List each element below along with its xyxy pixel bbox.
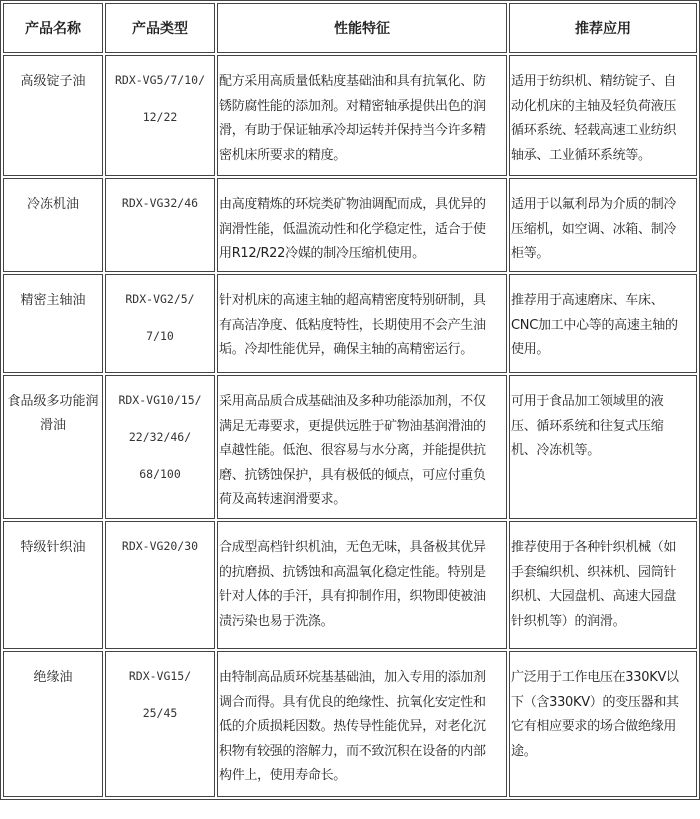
- text-line: 精密主轴油: [20, 293, 86, 308]
- text-line: 使用。: [511, 342, 550, 357]
- text-line: 压缩机，如空调、冰箱、制冷: [511, 221, 677, 237]
- text-line: 织机、大园盘机、高速大园盘: [511, 589, 677, 604]
- text-line: 高级锭子油: [20, 74, 86, 89]
- text-line: 柜等。: [511, 246, 550, 261]
- text-line: 7/10: [146, 329, 174, 343]
- text-line: 荷及高转速润滑要求。: [219, 492, 347, 507]
- text-line: 途。: [511, 743, 537, 759]
- table-row: [3, 55, 697, 176]
- text-line: 用R12/R22冷媒的制冷压缩机使用。: [219, 246, 425, 261]
- text-line: 推荐使用于各种针织机械（如: [511, 540, 677, 555]
- text-line: 卓越性能。低泡、很容易与水分离，并能提供抗: [219, 443, 486, 458]
- text-line: 滑，有助于保证轴承冷却运转并保持当今许多精: [219, 123, 486, 138]
- text-line: 密机床所要求的精度。: [219, 147, 347, 163]
- text-line: 压、循环系统和往复式压缩: [511, 418, 664, 434]
- product-type-cell: [105, 274, 215, 373]
- text-line: RDX-VG10/15/: [118, 393, 202, 407]
- text-line: 它有相应要求的场合做绝缘用: [511, 719, 677, 734]
- text-line: RDX-VG15/: [128, 669, 192, 683]
- text-line: 特级针织油: [20, 540, 86, 555]
- text-line: 采用高品质合成基础油及多种功能添加剂，不仅: [219, 394, 486, 409]
- header-product-name: 产品名称: [3, 3, 103, 53]
- features-cell: [217, 521, 507, 649]
- application-cell: [509, 521, 697, 649]
- text-line: 调合而得。具有优良的绝缘性、抗氧化安定性和: [219, 694, 486, 710]
- product-name-cell: [3, 651, 103, 797]
- application-cell: [509, 651, 697, 797]
- text-line: 动化机床的主轴及轻负荷液压: [511, 98, 677, 114]
- table-row: [3, 521, 697, 649]
- text-line: 满足无毒要求，更提供远胜于矿物油基润滑油的: [219, 418, 486, 434]
- header-product-type: 产品类型: [105, 3, 215, 53]
- product-name-cell: [3, 274, 103, 373]
- text-line: 低的介质损耗因数。热传导性能优异，对老化沉: [219, 719, 486, 734]
- header-application: 推荐应用: [509, 3, 697, 53]
- features-cell: [217, 55, 507, 176]
- text-line: 垢。冷却性能优异，确保主轴的高精密运行。: [219, 342, 474, 357]
- features-cell: [217, 178, 507, 272]
- product-name-cell: [3, 178, 103, 272]
- product-name-cell: [3, 375, 103, 519]
- text-line: 锈防腐性能的添加剂。对精密轴承提供出色的润: [219, 98, 486, 114]
- text-line: 由特制高品质环烷基基础油，加入专用的添加剂: [219, 670, 486, 685]
- product-name-cell: [3, 521, 103, 649]
- product-name-cell: [3, 55, 103, 176]
- text-line: 广泛用于工作电压在330KV以: [511, 670, 679, 685]
- text-line: 轴承、工业循环系统等。: [511, 147, 651, 163]
- text-line: 下（含330KV）的变压器和其: [511, 694, 679, 710]
- text-line: RDX-VG32/46: [121, 196, 199, 210]
- text-line: 配方采用高质量低粘度基础油和具有抗氧化、防: [219, 74, 486, 89]
- text-line: 积物有较强的溶解力，而不致沉积在设备的内部: [219, 743, 486, 759]
- header-features: 性能特征: [217, 3, 507, 53]
- text-line: RDX-VG2/5/: [125, 292, 195, 306]
- text-line: 手套编织机、织袜机、园筒针: [511, 564, 677, 580]
- text-line: 循环系统、轻载高速工业纺织: [511, 123, 677, 138]
- application-cell: [509, 55, 697, 176]
- application-cell: [509, 178, 697, 272]
- features-cell: [217, 375, 507, 519]
- application-cell: [509, 274, 697, 373]
- table-row: [3, 274, 697, 373]
- text-line: 推荐用于高速磨床、车床、: [511, 293, 664, 308]
- application-cell: [509, 375, 697, 519]
- text-line: 针对人体的手汗，具有抑制作用，织物即使被油: [219, 589, 486, 604]
- features-cell: [217, 274, 507, 373]
- text-line: 有高洁净度、低粘度特性，长期使用不会产生油: [219, 317, 486, 333]
- text-line: 绝缘油: [33, 670, 73, 685]
- table-row: [3, 178, 697, 272]
- product-type-cell: [105, 178, 215, 272]
- text-line: 针织机等）的润滑。: [511, 613, 626, 629]
- text-line: 22/32/46/: [128, 430, 192, 444]
- text-line: 食品级多功能润: [7, 394, 99, 409]
- text-line: 构件上，使用寿命长。: [219, 768, 347, 783]
- text-line: 针对机床的高速主轴的超高精密度特别研制，具: [219, 293, 486, 308]
- text-line: 渍污染也易于洗涤。: [219, 613, 334, 629]
- text-line: 机、冷冻机等。: [511, 443, 600, 458]
- product-type-cell: [105, 521, 215, 649]
- text-line: RDX-VG20/30: [121, 539, 199, 553]
- text-line: 适用于以氟利昂为介质的制冷: [511, 197, 677, 212]
- text-line: 滑油: [39, 418, 66, 433]
- header-row: [3, 3, 697, 53]
- text-line: 合成型高档针织机油，无色无味，具备极其优异: [219, 540, 486, 555]
- text-line: 磨、抗锈蚀保护，具有极低的倾点，可应付重负: [219, 467, 486, 483]
- text-line: 适用于纺织机、精纺锭子、自: [511, 74, 677, 89]
- text-line: 冷冻机油: [26, 197, 79, 212]
- text-line: 润滑性能，低温流动性和化学稳定性，适合于使: [219, 221, 486, 237]
- text-line: 68/100: [139, 467, 181, 481]
- text-line: 25/45: [142, 706, 178, 720]
- text-line: 可用于食品加工领域里的液: [511, 394, 664, 409]
- text-line: CNC加工中心等的高速主轴的: [511, 317, 678, 333]
- product-type-cell: [105, 651, 215, 797]
- table-row: [3, 651, 697, 797]
- product-type-cell: [105, 375, 215, 519]
- table-row: [3, 375, 697, 519]
- product-type-cell: [105, 55, 215, 176]
- text-line: 的抗磨损、抗锈蚀和高温氧化稳定性能。特别是: [219, 564, 486, 580]
- text-line: RDX-VG5/7/10/: [114, 73, 205, 87]
- features-cell: [217, 651, 507, 797]
- text-line: 由高度精炼的环烷类矿物油调配而成，具优异的: [219, 197, 486, 212]
- text-line: 12/22: [142, 110, 178, 124]
